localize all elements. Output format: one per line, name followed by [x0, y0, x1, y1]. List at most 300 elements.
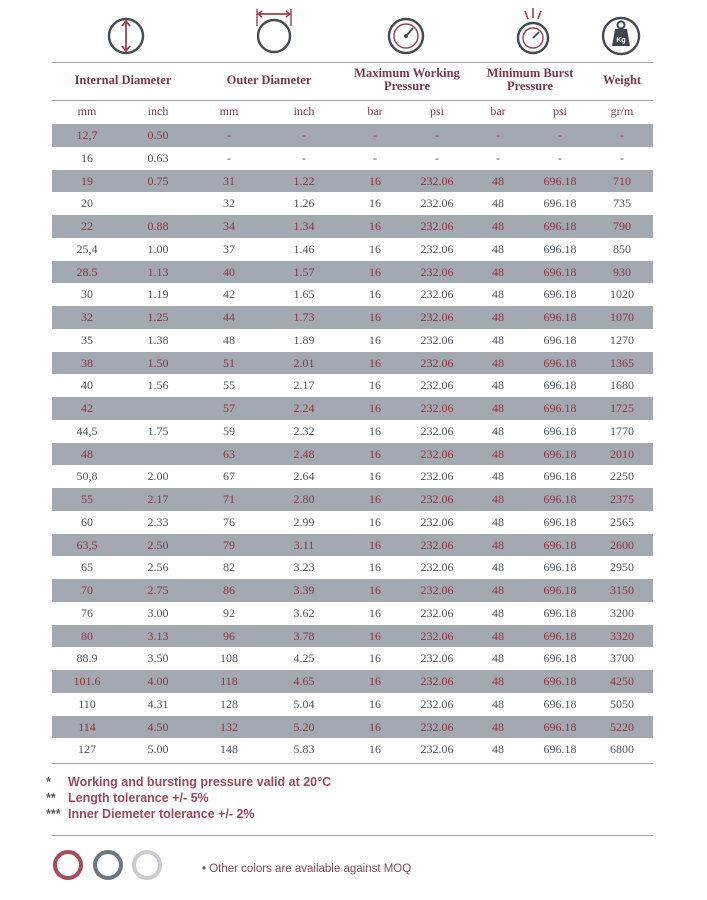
- note-text: Inner Diemeter tolerance +/- 2%: [68, 807, 255, 821]
- cell-wp-bar: 16: [369, 378, 381, 393]
- cell-bp-psi: -: [558, 150, 562, 165]
- cell-wp-bar: 16: [369, 219, 381, 233]
- cell-weight: 1270: [610, 332, 634, 347]
- cell-id-inch: 1.25: [147, 310, 169, 324]
- unit-bp-bar: bar: [490, 104, 506, 118]
- cell-od-mm: 42: [223, 287, 235, 302]
- cell-od-inch: 2.48: [293, 446, 315, 461]
- cell-bp-bar: 48: [492, 696, 504, 711]
- cell-weight: 2375: [610, 492, 634, 506]
- cell-od-mm: 86: [223, 583, 235, 597]
- cell-wp-psi: 232.06: [420, 537, 454, 552]
- cell-wp-psi: 232.06: [420, 560, 454, 575]
- cell-od-inch: 5.04: [293, 696, 315, 711]
- table-row: [52, 625, 653, 648]
- cell-wp-psi: 232.06: [420, 173, 454, 188]
- unit-wp-psi: psi: [429, 104, 444, 118]
- cell-id-inch: 2.17: [147, 492, 169, 506]
- cell-od-inch: 3.78: [293, 628, 315, 643]
- cell-bp-bar: -: [496, 128, 500, 142]
- note-text: Working and bursting pressure valid at 20°C: [68, 775, 332, 789]
- cell-wp-psi: 232.06: [420, 492, 454, 506]
- cell-weight: 1070: [610, 310, 634, 324]
- cell-wp-psi: 232.06: [420, 651, 454, 666]
- icon-row: [0, 0, 707, 62]
- cell-weight: 2565: [610, 514, 634, 529]
- cell-bp-psi: 696.18: [543, 514, 577, 529]
- cell-od-mm: 96: [223, 628, 235, 643]
- cell-od-mm: 37: [223, 241, 235, 256]
- cell-id-inch: [126, 397, 190, 420]
- cell-bp-psi: 696.18: [543, 378, 577, 393]
- table-row: [52, 534, 653, 557]
- cell-weight: 2600: [610, 537, 634, 552]
- cell-od-inch: 2.99: [293, 514, 315, 529]
- cell-wp-bar: 16: [369, 355, 381, 370]
- cell-wp-psi: 232.06: [420, 355, 454, 370]
- cell-bp-psi: 696.18: [543, 651, 577, 666]
- cell-id-mm: 44,5: [76, 423, 98, 438]
- cell-wp-bar: 16: [369, 719, 381, 734]
- cell-od-inch: 2.80: [293, 492, 315, 506]
- note-text: Length tolerance +/- 5%: [68, 791, 209, 805]
- cell-wp-bar: 16: [369, 196, 381, 211]
- cell-weight: 3700: [610, 651, 634, 666]
- cell-bp-psi: 696.18: [543, 446, 577, 461]
- cell-bp-bar: 48: [492, 446, 504, 461]
- cell-id-inch: 1.19: [147, 287, 169, 302]
- unit-id-inch: inch: [147, 104, 169, 118]
- cell-od-inch: 2.01: [293, 355, 315, 370]
- cell-id-mm: 80: [81, 628, 93, 643]
- cell-id-mm: 38: [81, 355, 93, 370]
- cell-wp-bar: 16: [369, 742, 381, 757]
- working-pressure-gauge-icon: [382, 6, 430, 58]
- cell-wp-psi: 232.06: [420, 696, 454, 711]
- note-inner-diameter-tolerance: [46, 806, 331, 822]
- cell-od-mm: 76: [223, 514, 235, 529]
- cell-id-mm: 28.5: [76, 264, 98, 279]
- cell-id-mm: 22: [81, 219, 93, 233]
- cell-bp-bar: 48: [492, 287, 504, 302]
- cell-od-inch: 1.46: [293, 241, 315, 256]
- cell-od-mm: 31: [223, 173, 235, 188]
- cell-wp-bar: 16: [369, 469, 381, 484]
- cell-id-inch: 1.75: [147, 423, 169, 438]
- cell-id-mm: 35: [81, 332, 93, 347]
- unit-weight: gr/m: [610, 104, 634, 118]
- cell-id-mm: 127: [78, 742, 96, 757]
- table-row: [52, 602, 653, 625]
- table-row: [52, 488, 653, 511]
- cell-wp-psi: 232.06: [420, 719, 454, 734]
- cell-wp-bar: 16: [369, 696, 381, 711]
- cell-weight: 4250: [610, 674, 634, 688]
- cell-od-inch: 5.20: [293, 719, 315, 734]
- cell-od-mm: 82: [223, 560, 235, 575]
- cell-id-mm: 12,7: [76, 128, 98, 142]
- cell-wp-psi: 232.06: [420, 514, 454, 529]
- cell-od-inch: -: [302, 128, 306, 142]
- cell-id-inch: 2.00: [147, 469, 169, 484]
- cell-od-inch: 1.65: [293, 287, 315, 302]
- cell-id-inch: 1.00: [147, 241, 169, 256]
- cell-id-inch: 0.50: [147, 128, 169, 142]
- cell-bp-bar: 48: [492, 196, 504, 211]
- cell-id-mm: 16: [81, 150, 93, 165]
- cell-wp-psi: -: [435, 128, 439, 142]
- cell-od-inch: 4.65: [293, 674, 315, 688]
- cell-bp-bar: 48: [492, 355, 504, 370]
- cell-bp-bar: 48: [492, 241, 504, 256]
- unit-wp-bar: bar: [367, 104, 383, 118]
- cell-bp-psi: 696.18: [543, 742, 577, 757]
- cell-id-inch: 1.13: [147, 264, 169, 279]
- burst-pressure-gauge-icon: [509, 6, 557, 58]
- note-temperature: [46, 774, 331, 790]
- cell-bp-psi: 696.18: [543, 605, 577, 620]
- header-weight: Weight: [602, 73, 642, 87]
- cell-od-mm: 34: [223, 219, 235, 233]
- cell-wp-bar: 16: [369, 651, 381, 666]
- cell-wp-bar: 16: [369, 287, 381, 302]
- unit-bp-psi: psi: [552, 104, 567, 118]
- table-row: [52, 693, 653, 716]
- cell-weight: 790: [613, 219, 631, 233]
- cell-id-mm: 20: [81, 196, 93, 211]
- unit-id-mm: mm: [77, 104, 97, 118]
- table-row: [52, 170, 653, 193]
- cell-od-mm: 108: [220, 651, 238, 666]
- cell-wp-bar: 16: [369, 310, 381, 324]
- table-row: [52, 147, 653, 170]
- cell-od-inch: 3.39: [293, 583, 315, 597]
- cell-bp-bar: -: [496, 150, 500, 165]
- cell-bp-psi: 696.18: [543, 310, 577, 324]
- color-swatch-light-grey: [132, 850, 162, 880]
- cell-bp-psi: 696.18: [543, 355, 577, 370]
- cell-od-mm: 63: [223, 446, 235, 461]
- cell-weight: 6800: [610, 742, 634, 757]
- table-row: [52, 238, 653, 261]
- cell-wp-psi: 232.06: [420, 446, 454, 461]
- cell-id-mm: 101.6: [73, 674, 101, 688]
- cell-od-inch: 3.23: [293, 560, 315, 575]
- cell-bp-psi: 696.18: [543, 537, 577, 552]
- cell-id-inch: 3.00: [147, 605, 169, 620]
- cell-od-mm: 44: [223, 310, 235, 324]
- cell-wp-bar: -: [373, 150, 377, 165]
- cell-wp-bar: 16: [369, 674, 381, 688]
- cell-weight: 1770: [610, 423, 634, 438]
- cell-weight: 1680: [610, 378, 634, 393]
- note-mark: **: [46, 791, 56, 805]
- cell-bp-bar: 48: [492, 628, 504, 643]
- cell-od-mm: 59: [223, 423, 235, 438]
- cell-wp-bar: 16: [369, 423, 381, 438]
- cell-wp-psi: 232.06: [420, 287, 454, 302]
- table-row: [52, 374, 653, 397]
- cell-od-mm: 92: [223, 605, 235, 620]
- cell-bp-bar: 48: [492, 469, 504, 484]
- cell-weight: 5050: [610, 696, 634, 711]
- internal-diameter-icon: [102, 6, 150, 58]
- cell-id-inch: [126, 443, 190, 466]
- cell-bp-bar: 48: [492, 583, 504, 597]
- color-swatch-red: [53, 850, 83, 880]
- cell-wp-bar: 16: [369, 492, 381, 506]
- cell-weight: 3150: [610, 583, 634, 597]
- cell-bp-psi: 696.18: [543, 674, 577, 688]
- cell-id-inch: 5.00: [147, 742, 169, 757]
- table-row: [52, 579, 653, 602]
- cell-weight: 5220: [610, 719, 634, 734]
- cell-wp-bar: 16: [369, 264, 381, 279]
- cell-wp-psi: 232.06: [420, 196, 454, 211]
- cell-wp-psi: 232.06: [420, 378, 454, 393]
- cell-weight: 850: [613, 241, 631, 256]
- cell-id-mm: 65: [81, 560, 93, 575]
- cell-id-mm: 19: [81, 173, 93, 188]
- cell-wp-psi: 232.06: [420, 241, 454, 256]
- table-row: [52, 306, 653, 329]
- cell-bp-bar: 48: [492, 173, 504, 188]
- cell-weight: 710: [613, 173, 631, 188]
- cell-od-mm: 40: [223, 264, 235, 279]
- cell-bp-bar: 48: [492, 742, 504, 757]
- cell-weight: 3320: [610, 628, 634, 643]
- note-mark: *: [46, 775, 51, 789]
- cell-weight: -: [620, 128, 624, 142]
- cell-wp-psi: 232.06: [420, 310, 454, 324]
- cell-id-inch: 3.13: [147, 628, 169, 643]
- cell-od-mm: 51: [223, 355, 235, 370]
- top-rule: [52, 62, 653, 63]
- cell-bp-psi: 696.18: [543, 628, 577, 643]
- cell-bp-bar: 48: [492, 514, 504, 529]
- cell-weight: 3200: [610, 605, 634, 620]
- cell-id-inch: 4.00: [147, 674, 169, 688]
- cell-od-inch: 2.24: [293, 401, 315, 415]
- table-row: [52, 215, 653, 238]
- cell-bp-bar: 48: [492, 537, 504, 552]
- cell-od-mm: 128: [220, 696, 238, 711]
- cell-od-mm: 71: [223, 492, 235, 506]
- cell-wp-psi: 232.06: [420, 583, 454, 597]
- cell-od-inch: 2.64: [293, 469, 315, 484]
- table-row: [52, 397, 653, 420]
- table-row: [52, 261, 653, 284]
- cell-od-mm: -: [227, 128, 231, 142]
- cell-bp-psi: 696.18: [543, 583, 577, 597]
- table-row: [52, 670, 653, 693]
- cell-id-inch: [126, 192, 190, 215]
- cell-od-inch: -: [302, 150, 306, 165]
- cell-id-mm: 25,4: [76, 241, 98, 256]
- cell-od-mm: 79: [223, 537, 235, 552]
- cell-weight: -: [620, 150, 624, 165]
- cell-wp-psi: 232.06: [420, 264, 454, 279]
- cell-id-mm: 48: [81, 446, 93, 461]
- cell-bp-bar: 48: [492, 560, 504, 575]
- cell-id-inch: 2.50: [147, 537, 169, 552]
- cell-id-mm: 42: [81, 401, 93, 415]
- cell-bp-psi: 696.18: [543, 492, 577, 506]
- table-row: [52, 647, 653, 670]
- cell-bp-bar: 48: [492, 219, 504, 233]
- cell-wp-psi: 232.06: [420, 742, 454, 757]
- cell-bp-psi: 696.18: [543, 196, 577, 211]
- cell-wp-bar: 16: [369, 583, 381, 597]
- cell-weight: 2250: [610, 469, 634, 484]
- cell-od-inch: 1.73: [293, 310, 315, 324]
- table-row: [52, 329, 653, 352]
- cell-wp-bar: 16: [369, 173, 381, 188]
- cell-id-mm: 88.9: [76, 651, 98, 666]
- cell-od-mm: 132: [220, 719, 238, 734]
- cell-od-mm: 57: [223, 401, 235, 415]
- cell-od-inch: 3.62: [293, 605, 315, 620]
- cell-bp-bar: 48: [492, 674, 504, 688]
- cell-od-mm: 118: [220, 674, 238, 688]
- cell-bp-psi: 696.18: [543, 401, 577, 415]
- cell-id-mm: 30: [81, 287, 93, 302]
- cell-id-inch: 3.50: [147, 651, 169, 666]
- cell-weight: 735: [613, 196, 631, 211]
- header-rule: [52, 100, 653, 101]
- cell-id-inch: 1.56: [147, 378, 169, 393]
- unit-od-mm: mm: [219, 104, 239, 118]
- cell-weight: 1020: [610, 287, 634, 302]
- cell-wp-bar: 16: [369, 605, 381, 620]
- cell-id-mm: 55: [81, 492, 93, 506]
- cell-od-inch: 1.57: [293, 264, 315, 279]
- cell-od-inch: 1.89: [293, 332, 315, 347]
- cell-wp-psi: 232.06: [420, 605, 454, 620]
- cell-id-mm: 50,8: [76, 469, 98, 484]
- cell-od-inch: 4.25: [293, 651, 315, 666]
- cell-id-mm: 110: [78, 696, 96, 711]
- color-availability-note: • Other colors are available against MOQ: [202, 863, 412, 875]
- cell-bp-bar: 48: [492, 401, 504, 415]
- cell-wp-bar: 16: [369, 514, 381, 529]
- cell-wp-bar: 16: [369, 401, 381, 415]
- cell-id-inch: 0.75: [147, 173, 169, 188]
- cell-wp-bar: 16: [369, 560, 381, 575]
- cell-weight: 1365: [610, 355, 634, 370]
- table-row: [52, 716, 653, 739]
- table-row: [52, 352, 653, 375]
- note-mark: ***: [46, 807, 61, 821]
- cell-bp-bar: 48: [492, 719, 504, 734]
- cell-id-mm: 114: [78, 719, 96, 734]
- cell-bp-bar: 48: [492, 492, 504, 506]
- header-internal-diameter: Internal Diameter: [74, 73, 172, 87]
- cell-bp-psi: 696.18: [543, 560, 577, 575]
- outer-diameter-icon: [250, 6, 298, 58]
- cell-od-inch: 5.83: [293, 742, 315, 757]
- cell-od-inch: 2.17: [293, 378, 315, 393]
- cell-weight: 930: [613, 264, 631, 279]
- cell-weight: 2010: [610, 446, 634, 461]
- cell-wp-bar: 16: [369, 332, 381, 347]
- cell-wp-psi: 232.06: [420, 332, 454, 347]
- note-length-tolerance: [46, 790, 331, 806]
- cell-weight: 1725: [610, 401, 634, 415]
- cell-id-mm: 76: [81, 605, 93, 620]
- cell-od-mm: 55: [223, 378, 235, 393]
- cell-wp-bar: 16: [369, 241, 381, 256]
- cell-id-inch: 1.50: [147, 355, 169, 370]
- cell-id-mm: 60: [81, 514, 93, 529]
- cell-bp-bar: 48: [492, 264, 504, 279]
- notes-rule: [52, 835, 653, 836]
- table-row: [52, 283, 653, 306]
- cell-od-inch: 2.32: [293, 423, 315, 438]
- cell-wp-bar: 16: [369, 537, 381, 552]
- cell-od-mm: 148: [220, 742, 238, 757]
- table-row: [52, 124, 653, 147]
- cell-wp-bar: 16: [369, 446, 381, 461]
- cell-weight: 2950: [610, 560, 634, 575]
- cell-bp-bar: 48: [492, 310, 504, 324]
- cell-bp-psi: 696.18: [543, 332, 577, 347]
- cell-bp-psi: 696.18: [543, 719, 577, 734]
- cell-id-inch: 2.33: [147, 514, 169, 529]
- cell-wp-psi: 232.06: [420, 423, 454, 438]
- header-outer-diameter: Outer Diameter: [226, 73, 312, 87]
- table-row: [52, 738, 653, 761]
- cell-bp-psi: 696.18: [543, 423, 577, 438]
- cell-bp-bar: 48: [492, 605, 504, 620]
- cell-bp-psi: 696.18: [543, 287, 577, 302]
- cell-bp-psi: 696.18: [543, 219, 577, 233]
- cell-bp-psi: 696.18: [543, 469, 577, 484]
- cell-od-inch: 1.22: [293, 173, 315, 188]
- cell-od-mm: 67: [223, 469, 235, 484]
- cell-wp-psi: -: [435, 150, 439, 165]
- cell-wp-psi: 232.06: [420, 469, 454, 484]
- header-min-burst-pressure: Minimum Burst Pressure: [486, 66, 574, 93]
- cell-id-inch: 4.31: [147, 696, 169, 711]
- cell-wp-psi: 232.06: [420, 401, 454, 415]
- table-row: [52, 443, 653, 466]
- cell-od-mm: 48: [223, 332, 235, 347]
- cell-id-mm: 32: [81, 310, 93, 324]
- cell-id-inch: 0.63: [147, 150, 169, 165]
- cell-id-mm: 63,5: [76, 537, 98, 552]
- cell-bp-psi: -: [558, 128, 562, 142]
- cell-wp-psi: 232.06: [420, 628, 454, 643]
- notes: [46, 774, 331, 822]
- table-row: [52, 465, 653, 488]
- cell-od-mm: 32: [223, 196, 235, 211]
- kg-label: Kg: [616, 37, 626, 44]
- table-row: [52, 192, 653, 215]
- table-row: [52, 420, 653, 443]
- cell-id-inch: 2.56: [147, 560, 169, 575]
- unit-od-inch: inch: [293, 104, 315, 118]
- cell-od-inch: 1.26: [293, 196, 315, 211]
- cell-od-inch: 3.11: [293, 537, 315, 552]
- weight-kg-icon: [597, 6, 645, 58]
- cell-bp-bar: 48: [492, 423, 504, 438]
- cell-id-inch: 0.88: [147, 219, 169, 233]
- cell-id-inch: 2.75: [147, 583, 169, 597]
- cell-id-mm: 70: [81, 583, 93, 597]
- cell-wp-bar: 16: [369, 628, 381, 643]
- cell-od-inch: 1.34: [293, 219, 315, 233]
